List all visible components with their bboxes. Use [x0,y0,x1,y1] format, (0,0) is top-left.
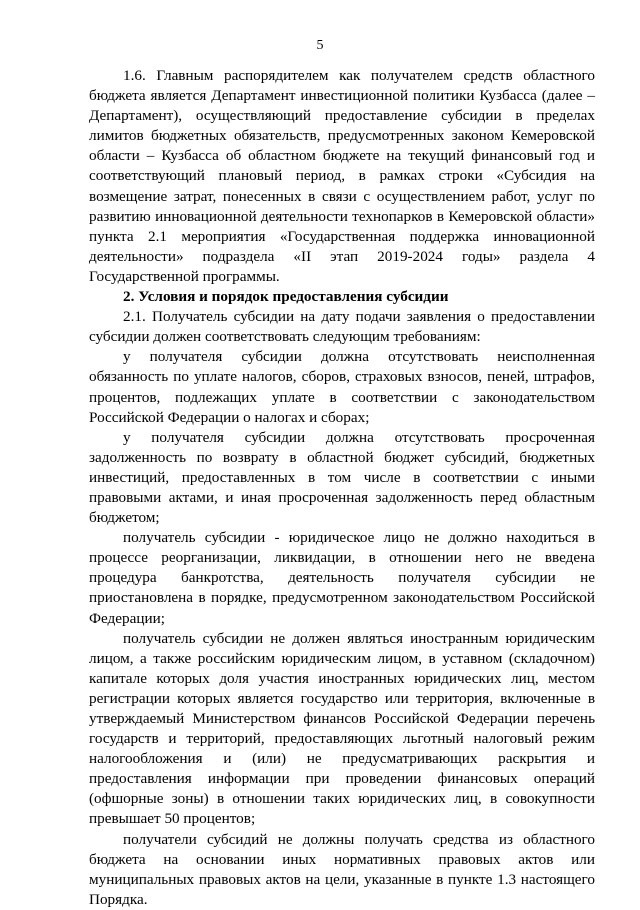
section-heading: 2. Условия и порядок предоставления субсидии [123,288,449,306]
requirement-item: у получателя субсидии должна отсутствовать просроченная задолженность по возврату в областной бюджет субсидий, бюджетных инвестиций, предоставленных в том числе в соответствии с иными правовыми актами, и иная просроченная задолженность перед областным бюджетом; [89,428,595,527]
page-number: 5 [316,38,324,53]
requirement-item: получатель субсидии - юридическое лицо не должно находиться в процессе реорганизации, ликвидации, в отношении него не введена процедура банкротства, деятельность получателя субсидии не приостановлена в порядке, предусмотренном законодательством Российской Федерации; [89,529,595,627]
requirement-item: у получателя субсидии должна отсутствовать неисполненная обязанность по уплате налогов, сборов, страховых взносов, пеней, штрафов, процентов, подлежащих уплате в соответствии с законодательством Российской Федерации о налогах и сборах; [89,348,595,426]
document-body [89,66,595,910]
requirement-item: получатели субсидий не должны получать средства из областного бюджета на основании иных нормативных правовых актов или муниципальных правовых актов на цели, указанные в пункте 1.3 настоящего Порядка. [89,830,595,908]
paragraph-1-6: 1.6. Главным распорядителем как получателем средств областного бюджета является Департамент инвестиционной политики Кузбасса (далее – Департамент), осуществляющий предоставление субсидии в пределах лимитов бюджетных обязательств, предусмотренных законом Кемеровской области – Кузбасса об областном бюджете на текущий финансовый год и соответствующий плановый период, в рамках строки «Субсидия на возмещение затрат, понесенных в связи с осуществлением работ, услуг по развитию инновационной деятельности технопарков в Кемеровской области» пункта 2.1 мероприятия «Государственная поддержка инновационной деятельности» подраздела «II этап 2019-2024 годы» раздела 4 Государственной программы. [89,67,595,285]
requirement-item: получатель субсидии не должен являться иностранным юридическим лицом, а также российским юридическим лицом, в уставном (складочном) капитале которых доля участия иностранных юридических лиц, местом регистрации которых является государство или территория, включенные в утверждаемый Министерством финансов Российской Федерации перечень государств и территорий, предоставляющих льготный налоговый режим налогообложения и (или) не предусматривающих раскрытия и предоставления информации при проведении финансовых операций (офшорные зоны) в отношении таких юридических лиц, в совокупности превышает 50 процентов; [89,629,595,828]
paragraph-2-1: 2.1. Получатель субсидии на дату подачи заявления о предоставлении субсидии должен соответствовать следующим требованиям: [89,308,595,346]
